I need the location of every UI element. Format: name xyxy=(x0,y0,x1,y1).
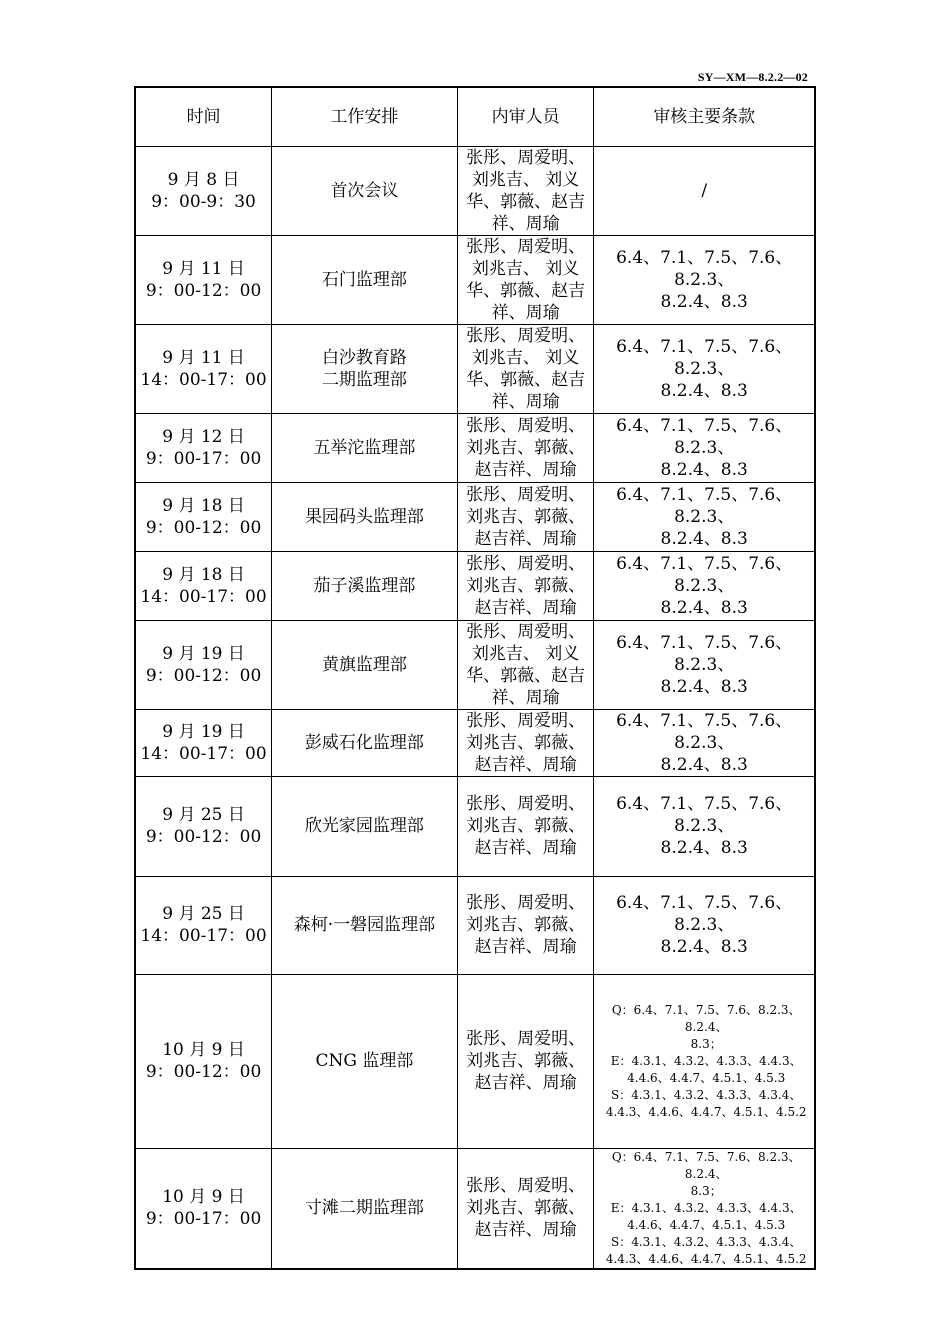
time-cell xyxy=(135,324,272,413)
clauses-cell xyxy=(594,482,815,551)
clause-text: E：4.3.1、4.3.2、4.3.3、4.4.3、 xyxy=(610,1200,802,1215)
clause-text: 8.2.4、8.3 xyxy=(660,459,748,480)
time-text: 9：00-9：30 xyxy=(151,191,256,212)
clause-text: / xyxy=(701,180,708,201)
work-cell xyxy=(272,974,458,1148)
staff-text: 刘兆吉、郭薇、 xyxy=(466,816,586,836)
work-cell xyxy=(272,1148,458,1269)
clause-text: 8.2.4、8.3 xyxy=(660,676,748,697)
staff-text: 赵吉祥、周瑜 xyxy=(474,1220,577,1240)
time-text: 9：00-12：00 xyxy=(145,827,262,847)
staff-text: 张彤、周爱明、 xyxy=(466,553,586,574)
work-text: 五举沱监理部 xyxy=(313,437,416,458)
table-row xyxy=(135,876,815,974)
date-text: 9 月 25 日 xyxy=(162,904,245,924)
staff-cell xyxy=(457,482,594,551)
table-row xyxy=(135,235,815,324)
staff-cell xyxy=(457,324,594,413)
table-header-row xyxy=(135,87,815,146)
clause-text: Q：6.4、7.1、7.5、7.6、8.2.3、8.2.4、 xyxy=(611,1149,801,1181)
staff-text: 刘兆吉、 刘义 xyxy=(471,347,580,368)
clause-text: 6.4、7.1、7.5、7.6、8.2.3、 xyxy=(616,247,793,290)
work-cell xyxy=(272,324,458,413)
time-cell xyxy=(135,235,272,324)
work-text: 果园码头监理部 xyxy=(304,506,424,527)
clause-text: 8.3； xyxy=(690,1036,722,1051)
clauses-cell xyxy=(594,551,815,620)
staff-cell xyxy=(457,413,594,482)
date-text: 9 月 18 日 xyxy=(162,495,245,516)
clause-text: Q：6.4、7.1、7.5、7.6、8.2.3、8.2.4、 xyxy=(611,1002,801,1034)
clause-text: 8.2.4、8.3 xyxy=(660,291,748,312)
work-text: 寸滩二期监理部 xyxy=(304,1198,424,1218)
table-row xyxy=(135,413,815,482)
staff-text: 刘兆吉、郭薇、 xyxy=(466,732,586,753)
staff-cell xyxy=(457,776,594,876)
clauses-cell xyxy=(594,413,815,482)
table-row xyxy=(135,146,815,235)
time-cell xyxy=(135,482,272,551)
clause-text: 6.4、7.1、7.5、7.6、8.2.3、 xyxy=(616,893,793,935)
clause-text: 4.4.6、4.4.7、4.5.1、4.5.3 xyxy=(627,1070,786,1085)
work-cell xyxy=(272,413,458,482)
time-text: 14：00-17：00 xyxy=(140,369,267,390)
table-row xyxy=(135,620,815,709)
staff-text: 祥、周瑜 xyxy=(491,687,560,708)
date-text: 10 月 9 日 xyxy=(162,1040,245,1060)
work-cell xyxy=(272,482,458,551)
staff-text: 刘兆吉、郭薇、 xyxy=(466,575,586,596)
time-cell xyxy=(135,1148,272,1269)
table-row xyxy=(135,551,815,620)
staff-text: 刘兆吉、郭薇、 xyxy=(466,915,586,935)
date-text: 10 月 9 日 xyxy=(162,1187,245,1207)
table-row xyxy=(135,709,815,776)
clause-text: 6.4、7.1、7.5、7.6、8.2.3、 xyxy=(616,553,793,596)
date-text: 9 月 11 日 xyxy=(162,347,245,368)
clause-text: 4.4.6、4.4.7、4.5.1、4.5.3 xyxy=(627,1217,786,1232)
clauses-cell xyxy=(594,776,815,876)
staff-text: 赵吉祥、周瑜 xyxy=(474,1073,577,1093)
work-cell xyxy=(272,551,458,620)
time-cell xyxy=(135,413,272,482)
clauses-cell xyxy=(594,146,815,235)
staff-cell xyxy=(457,620,594,709)
staff-cell xyxy=(457,974,594,1148)
staff-cell xyxy=(457,876,594,974)
time-text: 14：00-17：00 xyxy=(140,586,267,607)
time-text: 9：00-12：00 xyxy=(145,280,262,301)
date-text: 9 月 8 日 xyxy=(167,169,240,190)
work-cell xyxy=(272,620,458,709)
time-text: 9：00-17：00 xyxy=(145,448,262,469)
clause-text: 8.2.4、8.3 xyxy=(660,380,748,401)
time-cell xyxy=(135,776,272,876)
staff-text: 华、郭薇、赵吉 xyxy=(466,191,586,212)
clause-text: 6.4、7.1、7.5、7.6、8.2.3、 xyxy=(616,710,793,753)
clause-text: S：4.3.1、4.3.2、4.3.3、4.3.4、 xyxy=(611,1234,802,1249)
staff-text: 刘兆吉、郭薇、 xyxy=(466,437,586,458)
work-text: 茄子溪监理部 xyxy=(313,575,416,596)
header-main-clauses: 审核主要条款 xyxy=(594,87,815,146)
staff-text: 赵吉祥、周瑜 xyxy=(474,459,577,480)
work-text: 欣光家园监理部 xyxy=(304,816,424,836)
time-text: 14：00-17：00 xyxy=(140,926,267,946)
work-cell xyxy=(272,776,458,876)
date-text: 9 月 19 日 xyxy=(162,721,245,742)
staff-text: 刘兆吉、郭薇、 xyxy=(466,1198,586,1218)
audit-schedule-table xyxy=(134,86,816,1270)
staff-text: 张彤、周爱明、 xyxy=(466,236,586,257)
clauses-cell xyxy=(594,235,815,324)
staff-text: 刘兆吉、 刘义 xyxy=(471,643,580,664)
date-text: 9 月 18 日 xyxy=(162,564,245,585)
time-cell xyxy=(135,709,272,776)
time-text: 14：00-17：00 xyxy=(140,743,267,764)
clause-text: 6.4、7.1、7.5、7.6、8.2.3、 xyxy=(616,632,793,675)
date-text: 9 月 12 日 xyxy=(162,426,245,447)
staff-text: 张彤、周爱明、 xyxy=(466,484,586,505)
clauses-cell xyxy=(594,620,815,709)
time-cell xyxy=(135,974,272,1148)
staff-text: 张彤、周爱明、 xyxy=(466,325,586,346)
staff-cell xyxy=(457,709,594,776)
staff-text: 张彤、周爱明、 xyxy=(466,1029,586,1049)
time-text: 9：00-12：00 xyxy=(145,1062,262,1082)
staff-text: 张彤、周爱明、 xyxy=(466,415,586,436)
clauses-cell xyxy=(594,974,815,1148)
clause-text: 8.2.4、8.3 xyxy=(660,528,748,549)
time-cell xyxy=(135,620,272,709)
header-time: 时间 xyxy=(135,87,272,146)
clause-text: 4.4.3、4.4.6、4.4.7、4.5.1、4.5.2 xyxy=(605,1251,807,1266)
table-row xyxy=(135,974,815,1148)
date-text: 9 月 11 日 xyxy=(162,258,245,279)
time-cell xyxy=(135,146,272,235)
table-row xyxy=(135,1148,815,1269)
clauses-cell xyxy=(594,1148,815,1269)
time-cell xyxy=(135,876,272,974)
table-row xyxy=(135,776,815,876)
staff-text: 张彤、周爱明、 xyxy=(466,794,586,814)
table-row xyxy=(135,324,815,413)
work-text: CNG 监理部 xyxy=(315,1051,414,1071)
work-text: 首次会议 xyxy=(330,180,399,201)
clause-text: 6.4、7.1、7.5、7.6、8.2.3、 xyxy=(616,415,793,458)
staff-text: 张彤、周爱明、 xyxy=(466,621,586,642)
time-text: 9：00-17：00 xyxy=(145,1209,262,1229)
staff-text: 张彤、周爱明、 xyxy=(466,893,586,913)
staff-text: 华、郭薇、赵吉 xyxy=(466,369,586,390)
staff-text: 华、郭薇、赵吉 xyxy=(466,665,586,686)
staff-text: 张彤、周爱明、 xyxy=(466,147,586,168)
staff-text: 赵吉祥、周瑜 xyxy=(474,528,577,549)
time-cell xyxy=(135,551,272,620)
clause-text: 6.4、7.1、7.5、7.6、8.2.3、 xyxy=(616,336,793,379)
clause-text: 6.4、7.1、7.5、7.6、8.2.3、 xyxy=(616,794,793,836)
work-text: 二期监理部 xyxy=(321,369,407,390)
time-text: 9：00-12：00 xyxy=(145,665,262,686)
clause-text: E：4.3.1、4.3.2、4.3.3、4.4.3、 xyxy=(610,1053,802,1068)
staff-text: 赵吉祥、周瑜 xyxy=(474,838,577,858)
staff-text: 刘兆吉、郭薇、 xyxy=(466,1051,586,1071)
clauses-cell xyxy=(594,876,815,974)
staff-text: 刘兆吉、 刘义 xyxy=(471,258,580,279)
clause-text: S：4.3.1、4.3.2、4.3.3、4.3.4、 xyxy=(611,1087,802,1102)
document-code: SY—XM—8.2.2—02 xyxy=(697,70,808,84)
work-text: 森柯·一磐园监理部 xyxy=(293,915,436,935)
work-text: 黄旗监理部 xyxy=(321,654,407,675)
clause-text: 8.2.4、8.3 xyxy=(660,838,748,858)
clauses-cell xyxy=(594,709,815,776)
staff-cell xyxy=(457,235,594,324)
clauses-cell xyxy=(594,324,815,413)
staff-text: 华、郭薇、赵吉 xyxy=(466,280,586,301)
date-text: 9 月 25 日 xyxy=(162,805,245,825)
staff-text: 刘兆吉、郭薇、 xyxy=(466,506,586,527)
staff-text: 赵吉祥、周瑜 xyxy=(474,754,577,775)
header-internal-auditors: 内审人员 xyxy=(457,87,594,146)
work-text: 白沙教育路 xyxy=(321,347,407,368)
staff-cell xyxy=(457,146,594,235)
clause-text: 8.2.4、8.3 xyxy=(660,754,748,775)
time-text: 9：00-12：00 xyxy=(145,517,262,538)
staff-cell xyxy=(457,1148,594,1269)
table-row xyxy=(135,482,815,551)
staff-cell xyxy=(457,551,594,620)
work-cell xyxy=(272,235,458,324)
staff-text: 刘兆吉、 刘义 xyxy=(471,169,580,190)
staff-text: 祥、周瑜 xyxy=(491,213,560,234)
staff-text: 祥、周瑜 xyxy=(491,302,560,323)
staff-text: 赵吉祥、周瑜 xyxy=(474,937,577,957)
work-text: 石门监理部 xyxy=(321,269,407,290)
work-cell xyxy=(272,876,458,974)
work-cell xyxy=(272,146,458,235)
clause-text: 6.4、7.1、7.5、7.6、8.2.3、 xyxy=(616,484,793,527)
clause-text: 4.4.3、4.4.6、4.4.7、4.5.1、4.5.2 xyxy=(605,1104,807,1119)
staff-text: 张彤、周爱明、 xyxy=(466,1176,586,1196)
clause-text: 8.2.4、8.3 xyxy=(660,937,748,957)
clause-text: 8.2.4、8.3 xyxy=(660,597,748,618)
staff-text: 祥、周瑜 xyxy=(491,391,560,412)
work-text: 彭威石化监理部 xyxy=(304,732,424,753)
header-work-arrangement: 工作安排 xyxy=(272,87,458,146)
staff-text: 张彤、周爱明、 xyxy=(466,710,586,731)
date-text: 9 月 19 日 xyxy=(162,643,245,664)
staff-text: 赵吉祥、周瑜 xyxy=(474,597,577,618)
work-cell xyxy=(272,709,458,776)
clause-text: 8.3； xyxy=(690,1183,722,1198)
